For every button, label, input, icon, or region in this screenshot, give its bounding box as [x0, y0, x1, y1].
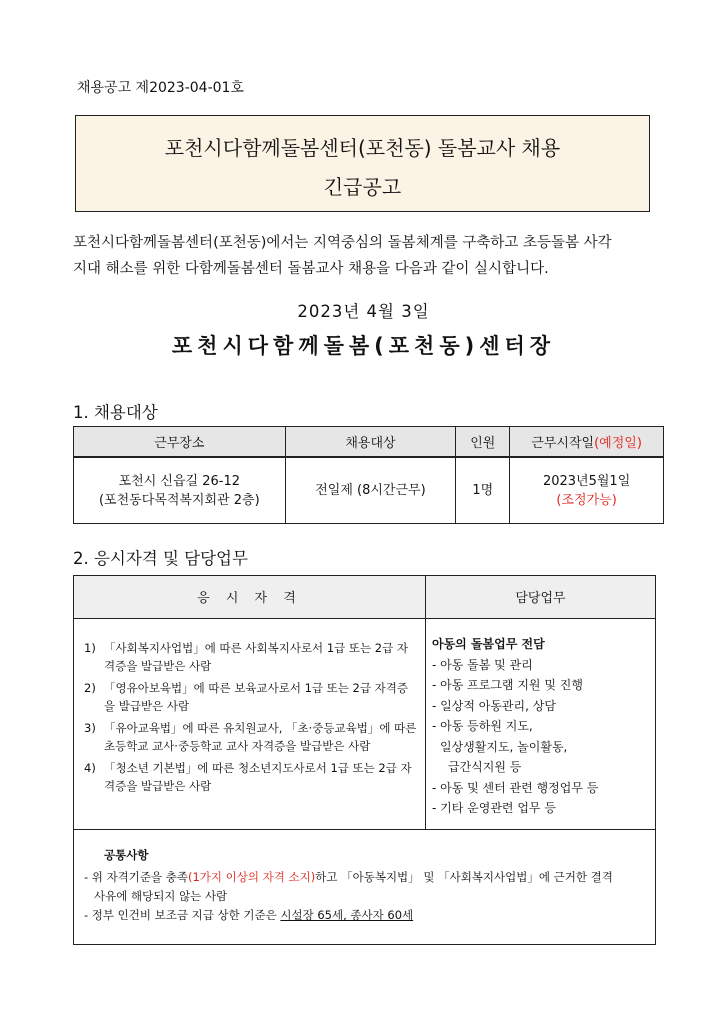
header-duty: 담당업무 [515, 591, 566, 606]
list-item [84, 639, 419, 675]
header-start-note: (예정일) [594, 436, 642, 451]
list-item: - 기타 운영관련 업무 등 [432, 801, 556, 815]
common-item-1-pre: - 위 자격기준을 충족 [84, 870, 188, 884]
row-divider [74, 829, 655, 830]
cell-count: 1명 [456, 457, 510, 524]
list-item: - 아동 등하원 지도, [432, 719, 533, 733]
list-item: - 아동 프로그램 지원 및 진행 [432, 678, 583, 692]
duty-list [432, 634, 654, 819]
location-line-1: 포천시 신읍길 26-12 [118, 473, 240, 489]
intro-paragraph [73, 230, 663, 282]
qual-text: 「청소년 기본법」에 따른 청소년지도사로서 1급 또는 2급 자격증을 발급받은 사람 [104, 761, 412, 793]
list-item: - 아동 및 센터 관련 행정업무 등 [432, 780, 599, 795]
title-line-2: 긴급공고 [323, 175, 402, 199]
intro-line-1: 포천시다함께돌봄센터(포천동)에서는 지역중심의 돌봄체계를 구축하고 초등돌봄 사각 [73, 235, 612, 251]
title-box [75, 115, 650, 212]
column-divider [425, 576, 426, 830]
common-requirements [84, 846, 649, 925]
common-item-2-underline: 시설장 65세, 종사자 60세 [280, 908, 414, 922]
common-item-1-line-2: 사유에 해당되지 않는 사람 [94, 889, 228, 903]
qual-text: 「사회복지사업법」에 따른 사회복지사로서 1급 또는 2급 자격증을 발급받은 사람 [104, 641, 408, 673]
header-start-main: 근무시작일 [531, 436, 595, 451]
notice-number: 채용공고 제2023-04-01호 [77, 80, 244, 96]
list-item: 일상생활지도, 놀이활동, [440, 739, 568, 754]
list-item [84, 679, 419, 715]
header-start [510, 427, 664, 458]
start-line-1: 2023년5월1일 [542, 473, 631, 489]
header-count: 인원 [456, 427, 510, 458]
qualification-duty-table [73, 575, 656, 945]
director-signature: 포천시다함께돌봄(포천동)센터장 [171, 334, 556, 358]
qual-number: 1) [84, 641, 96, 655]
header-qualification: 응 시 자 격 [197, 591, 302, 606]
qual-number: 3) [84, 721, 96, 735]
cell-start [510, 457, 664, 524]
qualification-list [84, 639, 419, 799]
qual-text: 「유아교육법」에 따른 유치원교사, 「초·중등교육법」에 따른 초등학교 교사·중등학교 교사 자격증을 발급받은 사람 [104, 721, 417, 753]
list-item [84, 759, 419, 795]
table-header-row [74, 427, 664, 458]
start-line-2: (조정가능) [556, 492, 617, 508]
header-target: 채용대상 [285, 427, 456, 458]
common-item-1-post: 하고 「아동복지법」 및 「사회복지사업법」에 근거한 결격 [315, 870, 613, 884]
intro-line-2: 지대 해소를 위한 다함께돌봄센터 돌봄교사 채용을 다음과 같이 실시합니다. [73, 261, 549, 277]
common-heading: 공통사항 [104, 848, 149, 862]
announcement-date: 2023년 4월 3일 [297, 302, 430, 321]
recruitment-table [73, 426, 664, 524]
title-line-1: 포천시다함께돌봄센터(포천동) 돌봄교사 채용 [164, 136, 561, 160]
section2-heading: 2. 응시자격 및 담당업무 [73, 549, 248, 568]
cell-target: 전일제 (8시간근무) [285, 457, 456, 524]
header-location: 근무장소 [74, 427, 286, 458]
cell-location [74, 457, 286, 524]
list-item [84, 719, 419, 755]
list-item: 급간식지원 등 [448, 760, 522, 774]
location-line-2: (포천동다목적복지회관 2층) [98, 492, 260, 508]
common-item-2-pre: - 정부 인건비 보조금 지급 상한 기준은 [84, 908, 281, 922]
section1-heading: 1. 채용대상 [73, 403, 158, 422]
list-item: - 일상적 아동관리, 상담 [432, 698, 556, 713]
list-item: - 아동 돌봄 및 관리 [432, 657, 533, 672]
qual-number: 4) [84, 761, 96, 775]
common-item-2 [84, 906, 649, 925]
duty-heading: 아동의 돌봄업무 전담 [432, 637, 545, 651]
table-row [74, 457, 664, 524]
qual-text: 「영유아보육법」에 따른 보육교사로서 1급 또는 2급 자격증을 발급받은 사람 [104, 681, 408, 713]
common-item-1-red: (1가지 이상의 자격 소지) [188, 870, 316, 884]
common-item-1 [84, 868, 649, 887]
qual-number: 2) [84, 681, 96, 695]
